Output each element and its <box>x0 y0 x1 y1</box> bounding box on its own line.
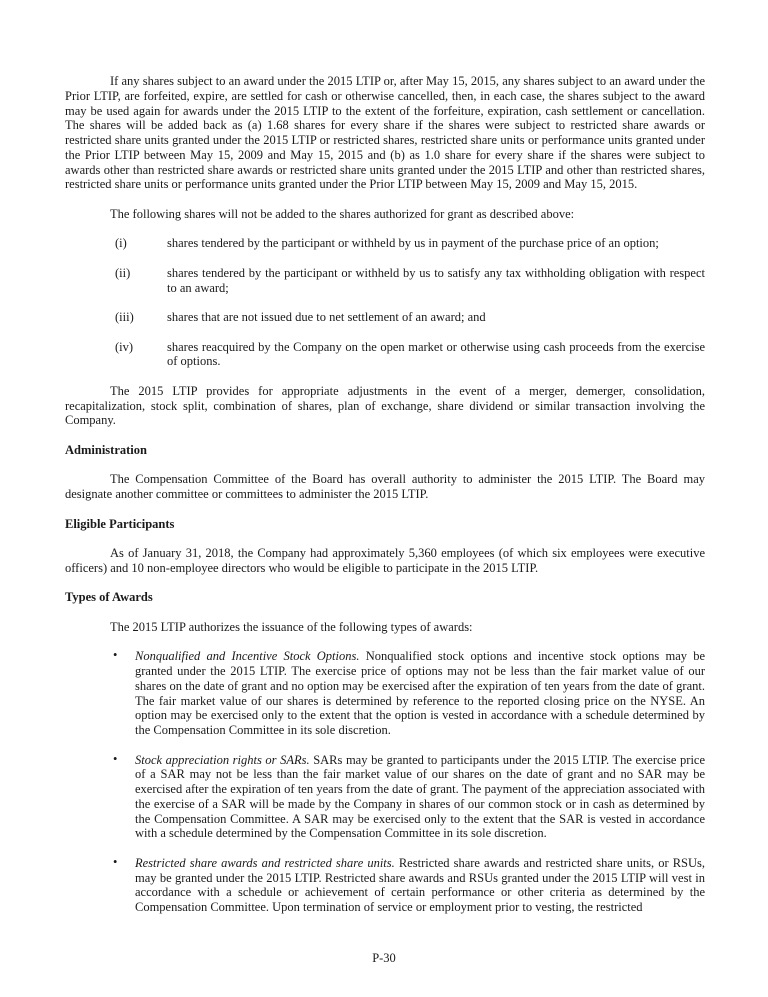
list-marker: (iii) <box>115 310 134 324</box>
paragraph-types-of-awards-intro: The 2015 LTIP authorizes the issuance of the following types of awards: <box>110 619 473 634</box>
list-item-ii <box>65 266 705 296</box>
paragraph-eligible-participants: As of January 31, 2018, the Company had approximately 5,360 employees (of which six employees were executive officers) and 10 non-employee directors who would be eligible to participate in the 2015 LTIP. <box>65 546 705 575</box>
bullet-icon: • <box>113 854 118 869</box>
list-item-iii <box>65 310 705 325</box>
heading-eligible-participants: Eligible Participants <box>65 516 175 531</box>
bullet-icon: • <box>113 648 118 663</box>
paragraph-adjustments: The 2015 LTIP provides for appropriate adjustments in the event of a merger, demerger, consolidation, recapitalization, stock split, combination of shares, plan of exchange, share dividend or similar transaction involving the Company. <box>65 383 705 428</box>
bullet-lead-text: Nonqualified and Incentive Stock Options. <box>135 649 360 664</box>
list-marker: (ii) <box>115 265 131 280</box>
bullet-item-restricted-shares <box>65 856 705 915</box>
heading-types-of-awards: Types of Awards <box>65 590 153 605</box>
list-item-iv <box>65 340 705 370</box>
list-item-text: shares tendered by the participant or withheld by us in payment of the purchase price of an option; <box>167 236 659 251</box>
list-item-text: shares tendered by the participant or withheld by us to satisfy any tax withholding obligation with respect to an award; <box>167 265 705 295</box>
list-item-text: shares that are not issued due to net settlement of an award; and <box>167 310 486 324</box>
list-marker: (iv) <box>115 339 134 354</box>
excluded-shares-list <box>65 236 705 369</box>
bullet-body-text: SARs may be granted to participants under the 2015 LTIP. The exercise price of a SAR may not be less than the fair market value of our shares on the date of grant and no SAR may be exercised after the expiration of ten years from the date of grant. The payment of the appreciation associated with the exercise of a SAR will be made by the Company in shares of our common stock or in cash as determined by the Compensation Committee. A SAR may be exercised only to the extent that the SAR is vested in accordance with a schedule determined by the Compensation Committee in its sole discretion. <box>135 752 706 841</box>
page-number: P-30 <box>372 951 396 965</box>
bullet-icon: • <box>113 751 118 766</box>
award-types-bullet-list <box>65 649 705 915</box>
list-item-text: shares reacquired by the Company on the open market or otherwise using cash proceeds from the exercise of options. <box>167 339 705 369</box>
list-marker: (i) <box>115 236 127 251</box>
paragraph-administration: The Compensation Committee of the Board has overall authority to administer the 2015 LTIP. The Board may designate another committee or committees to administer the 2015 LTIP. <box>65 472 705 501</box>
bullet-body-text: Nonqualified stock options and incentive stock options may be granted under the 2015 LTIP. The exercise price of options may not be less than the fair market value of our shares on the date of grant and no option may be exercised after the expiration of ten years from the date of grant. The fair market value of our shares is determined by reference to the reported closing price on the NYSE. An option may be exercised only to the extent that the option is vested in accordance with a schedule determined by the Compensation Committee in its sole discretion. <box>135 649 706 737</box>
paragraph-excluded-shares-intro: The following shares will not be added to the shares authorized for grant as described above: <box>110 206 575 221</box>
paragraph-share-addback: If any shares subject to an award under the 2015 LTIP or, after May 15, 2015, any shares subject to an award under the Prior LTIP, are forfeited, expire, are settled for cash or otherwise cancelled, then, in each case, the shares subject to the award may be used again for awards under the 2015 LTIP to the extent of the forfeiture, expiration, cash settlement or cancellation. The shares will be added back as (a) 1.68 shares for every share if the shares were subject to restricted share awards or restricted share units granted under the 2015 LTIP or restricted shares, restricted share units or performance units granted under the Prior LTIP between May 15, 2009 and May 15, 2015 and (b) as 1.0 share for every share if the shares were subject to awards other than restricted share awards or restricted share units granted under the 2015 LTIP and other than restricted shares, restricted share units or performance units granted under the Prior LTIP between May 15, 2009 and May 15, 2015. <box>65 74 705 192</box>
bullet-body-text: Restricted share awards and restricted share units, or RSUs, may be granted under the 2015 LTIP. Restricted share awards and RSUs granted under the 2015 LTIP will vest in accordance with a schedule or achievement of certain performance or other criteria as determined by the Compensation Committee. Upon termination of service or employment prior to vesting, the restricted <box>135 855 705 914</box>
bullet-lead-text: Stock appreciation rights or SARs. <box>135 752 310 767</box>
bullet-lead-text: Restricted share awards and restricted share units. <box>135 855 395 870</box>
bullet-item-sars <box>65 753 705 842</box>
heading-administration: Administration <box>65 442 147 457</box>
bullet-item-stock-options <box>65 649 705 738</box>
list-item-i <box>65 236 705 251</box>
